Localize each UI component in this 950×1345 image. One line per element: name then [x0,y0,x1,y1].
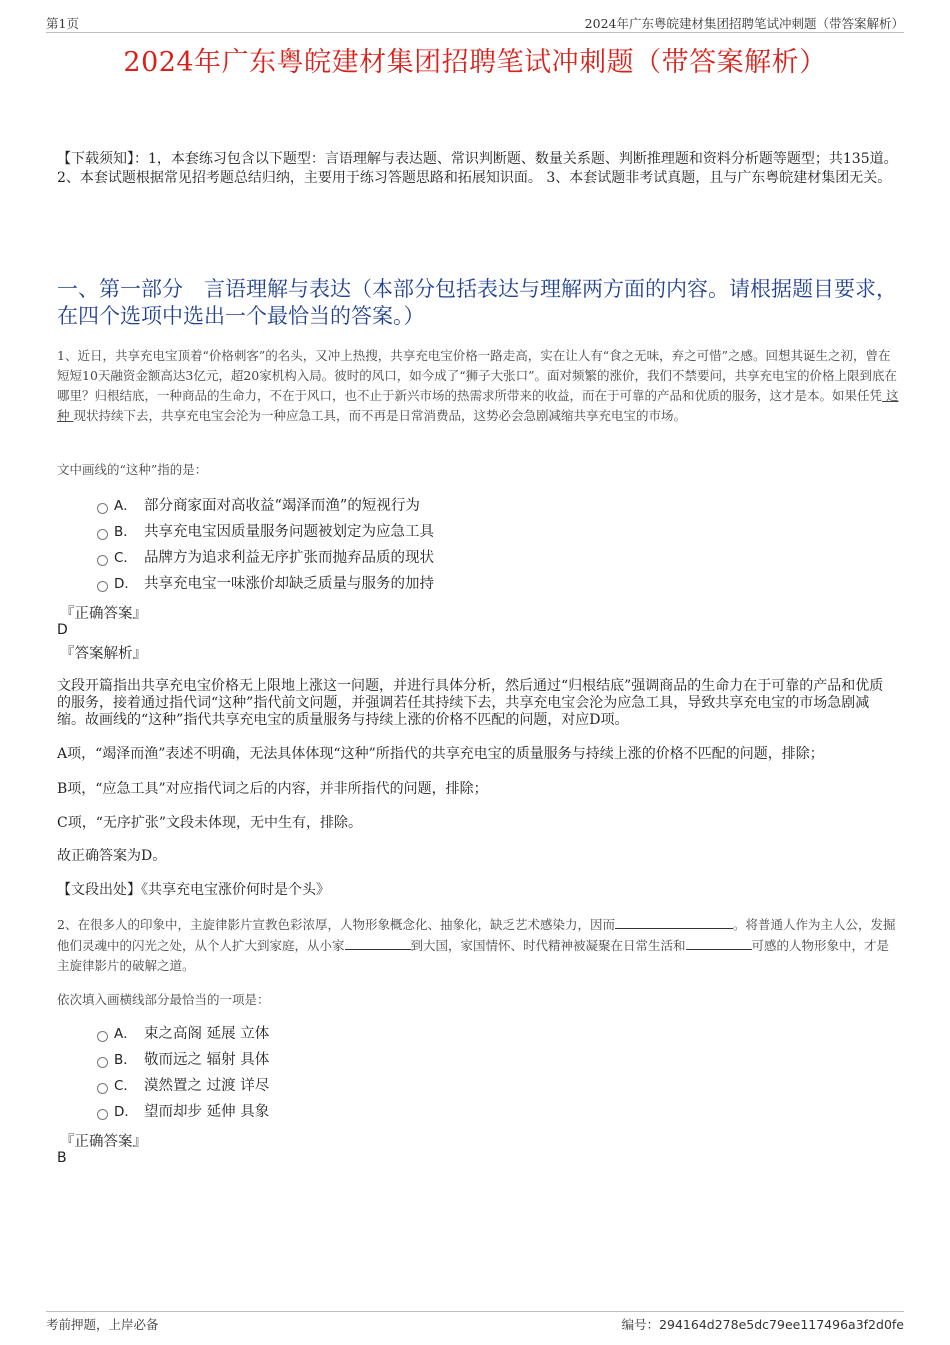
question-2-text [57,914,899,976]
header-doc-title: 2024年广东粤皖建材集团招聘笔试冲刺题（带答案解析） [584,16,904,31]
radio-icon[interactable] [97,1109,108,1120]
question-1-text [57,346,899,426]
radio-icon[interactable] [97,1083,108,1094]
radio-icon[interactable] [97,1031,108,1042]
question-1-analysis-b: B项，“应急工具”对应指代词之后的内容，并非所指代的问题，排除； [57,781,488,797]
option-letter: C． [114,1078,137,1094]
question-2-option-d[interactable] [97,1102,269,1122]
download-notice: 【下载须知】：1，本套练习包含以下题型：言语理解与表达题、常识判断题、数量关系题、判断推理题和资料分析题等题型；共135道。 2、本套试题根据常见招考题总结归纳，主要用于练习答题思路和拓展知识面。 3、本套试题非考试真题，且与广东粤皖建材集团无关。 [57,151,898,186]
radio-icon[interactable] [97,529,108,540]
page-footer [46,1311,904,1332]
option-text: 敬而远之 辐射 具体 [144,1052,270,1068]
option-letter: C． [114,550,137,566]
question-2-answer-tag: 『正确答案』 [60,1134,147,1150]
option-letter: B． [114,1052,137,1068]
fill-blank-2 [345,935,411,950]
page-number: 第1页 [46,16,79,31]
question-1-text-after: 现状持续下去，共享充电宝会沦为一种应急工具，而不再是日常消费品，这势必会急剧减缩共享充电宝的市场。 [73,408,686,423]
question-1-option-b[interactable] [97,522,434,542]
section-heading: 一、第一部分 言语理解与表达（本部分包括表达与理解两方面的内容。请根据题目要求，在四个选项中选出一个最恰当的答案。） [57,277,897,328]
question-1-analysis-a: A项，“竭泽而渔”表述不明确，无法具体体现“这种”所指代的共享充电宝的质量服务与持续上涨的价格不匹配的问题，排除； [57,746,824,762]
question-1-answer-tag: 『正确答案』 [60,606,147,622]
question-1-conclusion: 故正确答案为D。 [57,848,167,864]
option-text: 望而却步 延伸 具象 [144,1104,270,1120]
question-2-option-b[interactable] [97,1050,269,1070]
question-2-answer: B [57,1150,67,1166]
option-text: 共享充电宝因质量服务问题被划定为应急工具 [144,524,434,540]
question-1-prompt: 文中画线的“这种”指的是： [57,462,208,477]
page-header [46,14,904,33]
question-2-text-part: 。将普通人作为主人公，发掘他们灵魂中的闪光之处，从个人扩大到家庭，从小家 [57,917,896,953]
fill-blank-3 [686,935,752,950]
question-1-option-c[interactable] [97,548,434,568]
option-text: 漠然置之 过渡 详尽 [144,1078,270,1094]
question-2-option-a[interactable] [97,1024,269,1044]
footer-slogan: 考前押题，上岸必备 [46,1317,159,1332]
question-2-text-part: 2、在很多人的印象中，主旋律影片宣教色彩浓厚，人物形象概念化、抽象化，缺乏艺术感染力，因而 [57,917,615,932]
option-letter: D． [114,1104,138,1120]
question-1-underlined-term: 这种 [57,388,899,423]
question-1-option-d[interactable] [97,574,434,594]
footer-code [622,1315,904,1333]
radio-icon[interactable] [97,555,108,566]
question-1-analysis-paragraph: 文段开篇指出共享充电宝价格无上限地上涨这一问题，并进行具体分析，然后通过“归根结底”强调商品的生命力在于可靠的产品和优质的服务，接着通过指代词“这种”指代前文问题，并强调若任其持续下去，共享充电宝会沦为应急工具，导致共享充电宝的市场急剧减缩。故画线的“这种”指代共享充电宝的质量服务与持续上涨的价格不匹配的问题，对应D项。 [57,678,884,728]
option-text: 共享充电宝一味涨价却缺乏质量与服务的加持 [144,576,434,592]
question-1-answer: D [57,622,68,638]
option-letter: A． [114,498,137,514]
question-2-text-part: 到大国，家国情怀、时代精神被凝聚在日常生活和 [410,938,686,953]
footer-code-value: 294164d278e5dc79ee117496a3f2d0fe [659,1317,904,1332]
question-2-option-c[interactable] [97,1076,269,1096]
radio-icon[interactable] [97,503,108,514]
question-2-prompt: 依次填入画横线部分最恰当的一项是： [57,992,270,1007]
radio-icon[interactable] [97,1057,108,1068]
option-text: 束之高阁 延展 立体 [144,1026,270,1042]
option-letter: B． [114,524,137,540]
fill-blank-1 [615,914,733,929]
question-1-analysis-tag: 『答案解析』 [60,646,147,662]
question-1-source: 【文段出处】《共享充电宝涨价何时是个头》 [57,882,330,898]
question-2-text-part: 可感的人物形象中，才是主旋律影片的破解之道。 [57,938,890,973]
footer-code-label: 编号： [621,1317,660,1332]
question-1-text-before: 1、近日，共享充电宝顶着“价格刺客”的名头，又冲上热搜，共享充电宝价格一路走高，实在让人有“食之无味，弃之可惜”之感。回想其诞生之初，曾在短短10天融资金额高达3亿元，超20家机构入局。彼时的风口，如今成了“狮子大张口”。面对频繁的涨价，我们不禁要问，共享充电宝的价格上限到底在哪里？归根结底，一种商品的生命力，不在于风口，也不止于新兴市场的热需求所带来的收益，而在于可靠的产品和优质的服务，这才是本。如果任凭 [57,348,898,403]
option-letter: D． [114,576,138,592]
option-letter: A． [114,1026,137,1042]
question-1-option-a[interactable] [97,496,420,516]
option-text: 品牌方为追求利益无序扩张而抛弃品质的现状 [144,550,434,566]
radio-icon[interactable] [97,581,108,592]
option-text: 部分商家面对高收益“竭泽而渔”的短视行为 [144,498,420,514]
question-1-analysis-c: C项，“无序扩张”文段未体现，无中生有，排除。 [57,815,363,831]
document-title: 2024年广东粤皖建材集团招聘笔试冲刺题（带答案解析） [123,47,827,78]
